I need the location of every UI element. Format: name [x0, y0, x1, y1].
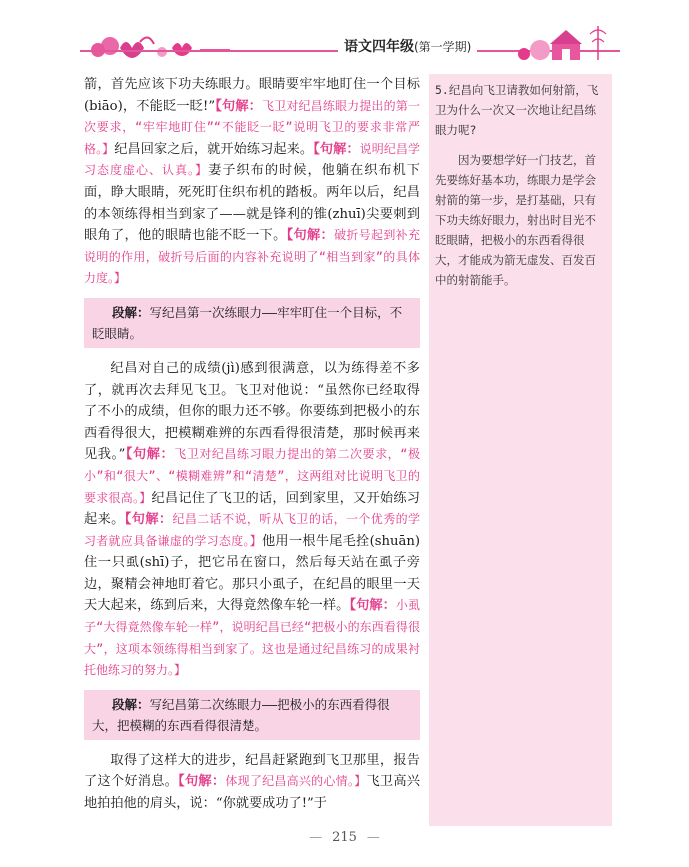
story-text: 妻子织布的时候，他躺在织布机下面，睁大眼睛，死死盯住织布机的踏板。两年以后，纪昌的本领练得相当到家了——就是锋利的锥(zhuī)尖要刺到眼角了，他的眼睛也能不眨一下。: [84, 163, 420, 244]
sentence-note-tag: 【句解：: [178, 774, 226, 790]
exercise-sidebar: [429, 74, 612, 826]
sentence-note-tag: 【句解：: [349, 598, 396, 614]
paragraph-3: [84, 750, 420, 815]
paragraph-summary-label: 段解：: [112, 304, 150, 320]
story-text: 他用一根牛尾毛拴(shuān)住一只虱(shī)子，把它吊在窗口，然后每天站在虱子旁边，聚精会神地盯着它。那只小虱子，在纪昌的眼里一天天大起来，练到后来，大得竟然像车轮一样。: [84, 533, 420, 614]
house-decoration-right: [510, 22, 620, 66]
sentence-note: 纪昌二话不说，听从飞卫的话，一个优秀的学习者就应具备谦虚的学习态度。】: [84, 512, 420, 548]
sentence-note-tag: 【句解：: [286, 228, 335, 244]
sentence-note: 飞卫对纪昌练眼力提出的第一次要求，“牢牢地盯住”“不能眨一眨”说明飞卫的要求非常严格。】: [84, 98, 420, 156]
sentence-note-tag: 【句解：: [124, 512, 173, 528]
sentence-note: 破折号起到补充说明的作用，破折号后面的内容补充说明了“相当到家”的具体力度。】: [84, 228, 420, 286]
story-text: 箭，首先应该下功夫练眼力。眼睛要牢牢地盯住一个目标(biāo)，不能眨一眨!”: [84, 77, 420, 114]
sentence-note: 说明纪昌学习态度虚心、认真。】: [84, 141, 420, 178]
sentence-note-tag: 【句解：: [125, 447, 175, 463]
paragraph-summary-text: 写纪昌第二次练眼力——把极小的东西看得很大，把模糊的东西看得很清楚。: [92, 696, 390, 733]
paragraph-2: [84, 358, 420, 682]
footer-dash-right: —: [366, 830, 380, 845]
paragraph-summary-label: 段解：: [112, 696, 150, 712]
story-text: 纪昌对自己的成绩(jì)感到很满意，以为练得差不多了，就再次去拜见飞卫。飞卫对他说：“虽然你已经取得了不小的成绩，但你的眼力还不够。你要练到把极小的东西看得很大，把模糊难辨的东西看得很清楚，那时候再来见我。”: [84, 360, 420, 463]
book-title-main: 语文四年级: [344, 39, 414, 55]
sentence-note: 小虱子“大得竟然像车轮一样”，说明纪昌已经“把极小的东西看得很大”，这项本领练得相当到家了。这也是通过纪昌练习的成果衬托他练习的努力。】: [84, 598, 420, 678]
exercise-answer: 因为要想学好一门技艺，首先要练好基本功，练眼力是学会射箭的第一步，是打基础，只有下功夫练好眼力，射出时目光不眨眼睛，把极小的东西看得很大，才能成为箭无虚发、百发百中的射箭能手。: [435, 153, 596, 287]
story-text: 飞卫高兴地拍拍他的肩头，说：“你就要成功了!”于: [84, 774, 420, 812]
footer-dash-left: —: [309, 830, 323, 845]
page-number: 215: [332, 830, 357, 845]
paragraph-1: [84, 74, 420, 290]
story-text: 纪昌记住了飞卫的话，回到家里，又开始练习起来。: [84, 490, 420, 528]
sentence-note-tag: 【句解：: [215, 98, 263, 114]
paragraph-summary-text: 写纪昌第一次练眼力——牢牢盯住一个目标，不眨眼睛。: [92, 304, 403, 341]
book-title-sub: (第一学期): [414, 40, 472, 54]
sentence-note: 飞卫对纪昌练习眼力提出的第二次要求，“极小”和“很大”、“模糊难辨”和“清楚”，这两组对比说明飞卫的要求很高。】: [84, 447, 420, 505]
exercise-question: 5.纪昌向飞卫请教如何射箭，飞卫为什么一次又一次地让纪昌练眼力呢?: [435, 83, 599, 137]
paragraph-summary-2: [84, 690, 420, 740]
sentence-note-tag: 【句解：: [313, 141, 360, 157]
page-header: [80, 28, 620, 68]
sentence-note: 体现了纪昌高兴的心情。】: [225, 774, 367, 789]
page-footer: [0, 830, 689, 845]
story-text: 取得了这样大的进步，纪昌赶紧跑到飞卫那里，报告了这个好消息。: [84, 752, 420, 790]
butterfly-decoration-left: [80, 28, 230, 62]
book-title: [338, 36, 477, 56]
paragraph-summary-1: [84, 298, 420, 348]
main-text-column: [84, 74, 420, 815]
story-text: 纪昌回家之后，就开始练习起来。: [114, 141, 314, 157]
